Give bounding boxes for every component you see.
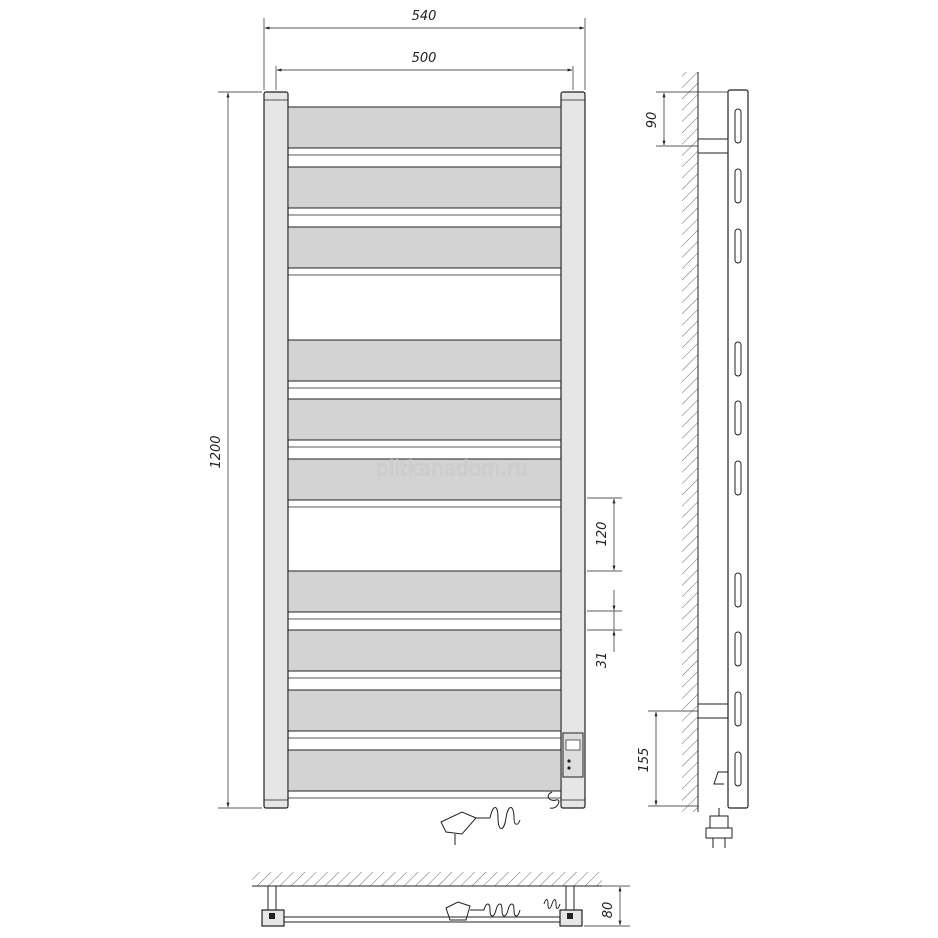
bar-slot [735,461,741,495]
heater-tail [714,772,728,784]
bar-slot [735,632,741,666]
top-wall-hatch [252,872,602,886]
plug-icon [706,808,732,848]
heating-bar [288,107,561,148]
dim-inner-width: 500 [411,51,437,66]
heating-bars [288,107,561,798]
heating-bar [288,340,561,381]
dim-bottom-mount: 155 [637,747,652,773]
right-post [561,92,585,808]
dim-gap-section: 120 [595,521,610,547]
bar-slot [735,169,741,203]
bar-slot [735,752,741,786]
coiled-cable-icon [548,792,559,808]
dim-bar-gap: 31 [595,651,610,669]
heating-bar [288,167,561,208]
heating-bar [288,750,561,791]
dim-depth: 80 [601,901,616,919]
heating-bar [288,227,561,268]
watermark-text: plitkanadom.ru [376,456,528,480]
dim-overall-width: 540 [411,9,437,24]
heating-bar [288,399,561,440]
bar-slot [735,229,741,263]
wall-hatch [682,72,698,812]
dim-top-mount: 90 [645,111,660,129]
dim-height: 1200 [209,435,224,469]
top-bracket [698,139,730,153]
top-dimensions [584,886,630,926]
heating-bar [288,630,561,671]
bar-slot [735,401,741,435]
bar-slot [735,573,741,607]
heating-bar [288,571,561,612]
bar-slot [735,109,741,143]
bar-slot [735,692,741,726]
front-view [264,92,585,845]
thermostat-controller-icon [563,733,583,777]
plug-icon [441,808,520,846]
top-view [252,872,602,926]
bar-slot [735,342,741,376]
bottom-bracket [698,704,730,718]
left-post [264,92,288,808]
heating-bar [288,690,561,731]
coiled-cable-icon [544,900,560,909]
side-view [682,72,748,848]
